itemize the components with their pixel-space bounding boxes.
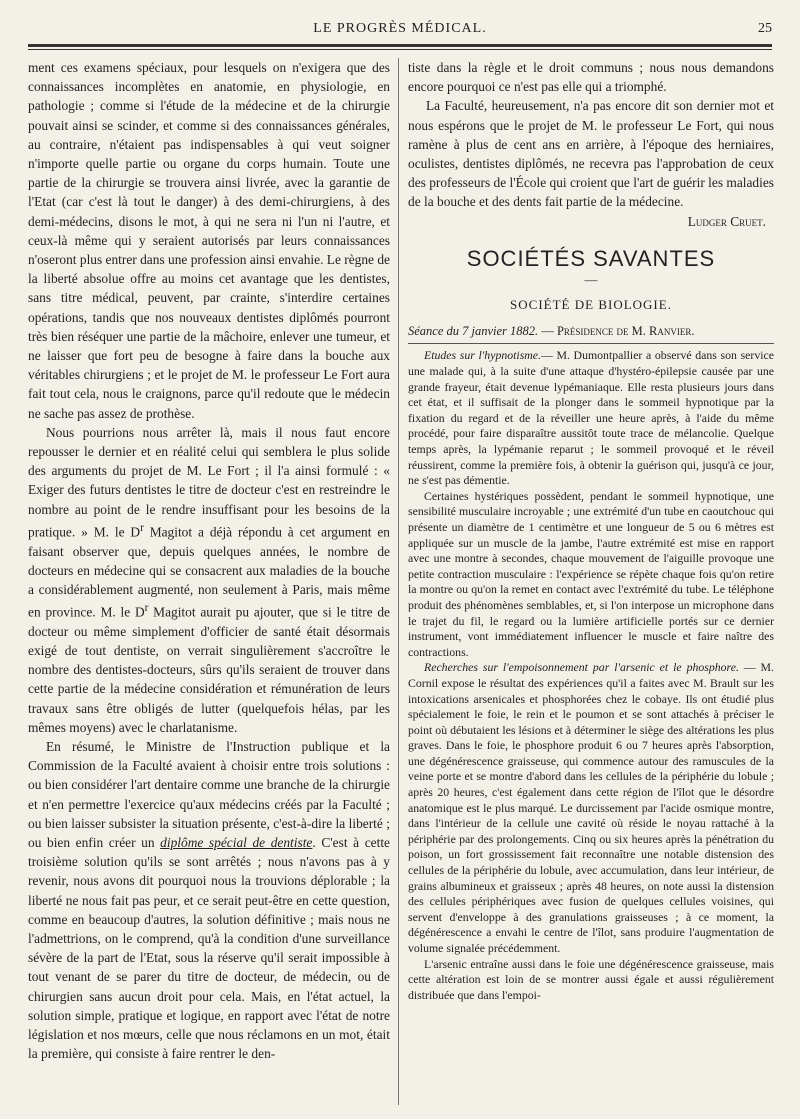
author-signature: Ludger Cruet. bbox=[687, 213, 766, 229]
left-paragraph-2 bbox=[28, 423, 390, 737]
header-rule-thin bbox=[28, 49, 772, 50]
hypnotism-paragraph-2: Certaines hystériques possèdent, pendant le sommeil hypnotique, une sensibilité musculaire incroyable ; une extrémité d'un tube en caoutchouc qui présente un diamètre de 1 centimètre et une longueur de 5 ou 6 mètres est appliquée sur un muscle de la jambe, l'autre extrémité est mise en rapport avec une montre à secondes, chaque mouvement de l'aiguille provoque une petite contraction musculaire : l'expérience se répète chaque fois qu'on retire la montre ou qu'on la remet en contact avec l'extrémité du tube. Le téléphone produit des phénomènes semblables, et, si l'on interpose un microphone dans le trajet du fil, le regard ou la lumière artificielle portés sur ce dernier instrument, vont immédiatement influencer le muscle et faire naître des contractions. bbox=[408, 488, 774, 659]
section-dash: — bbox=[584, 272, 598, 288]
column-divider bbox=[398, 58, 399, 1105]
right-paragraph-1: tiste dans la règle et le droit communs ; nous nous demandons encore pourquoi ce n'est pas elle qui a triomphé. bbox=[408, 60, 774, 95]
left-p2-sup-2: r bbox=[144, 602, 149, 615]
left-p2-text-c: Magitot aurait pu ajouter, que si le titre de docteur ou même simplement d'officier de santé était désormais exigé de tout dentiste, on verrait singulièrement s'accroître le nombre des dentistes-docteurs, sûrs qu'ils seraient de trouver dans cette partie de la médecine considération et rémunération de leurs travaux sans être obligés de lutter (quelquefois hélas, par les mêmes moyens) avec le charlatanisme. bbox=[28, 604, 390, 735]
left-p2-sup-1: r bbox=[140, 521, 144, 534]
hypnotism-title: Etudes sur l'hypnotisme. bbox=[424, 348, 541, 363]
session-line bbox=[408, 322, 774, 340]
page-header bbox=[28, 18, 772, 44]
section-title: SOCIÉTÉS SAVANTES bbox=[466, 245, 716, 271]
session-date: Séance du 7 janvier 1882. bbox=[408, 324, 539, 339]
right-paragraph-2: La Faculté, heureusement, n'a pas encore dit son dernier mot et nous espérons que le projet de M. le professeur Le Fort, qui nous ramène à plus de cent ans en arrière, à l'époque des herniaires, oculistes, dentistes diplômés, ne recevra pas l'approbation de ceux des professeurs de l'École qui croient que l'art de guérir les maladies de la bouche et des dents fait partie de la médecine. bbox=[408, 98, 774, 210]
left-p3-text-b: . C'est à cette troisième solution qu'ils se sont arrêtés ; nous n'avons pas à y revenir, nous avons dit pourquoi nous la trouvions déplorable ; la liberté ne nous fait pas peur, et ce serait peut-être en cette question, comme en beaucoup d'autres, la solution définitive ; mais nous ne l'admettrions, on le comprend, qu'à la condition d'une surveillance sévère de la part de l'Etat, sous la réserve qu'il serait impossible à tout venant de se parer du titre de docteur, de médecin, ou de chirurgien sans aucun droit pour cela. Mais, en l'état actuel, la solution simple, pratique et logique, en rapport avec l'état de notre législation et nos mœurs, celle que nous réclamons en un mot, était la première, qui consiste à faire rentrer le den- bbox=[28, 835, 390, 1062]
hypnotism-paragraph bbox=[408, 348, 774, 488]
arsenic-paragraph-2: L'arsenic entraîne aussi dans le foie une dégénérescence graisseuse, mais cette altération est loin de se montrer aussi égale et aussi régulièrement distribuée que dans l'empoi- bbox=[408, 956, 774, 1002]
left-p3-text-a: En résumé, le Ministre de l'Instruction publique et la Commission de la Faculté avaient à choisir entre trois solutions : ou bien considérer l'art dentaire comme une branche de la chirurgie et n'en permettre l'exercice qu'aux médecins créés par la Faculté ; ou bien laisser subsister la situation présente, c'est-à-dire la liberté ; ou bien enfin créer un bbox=[28, 739, 390, 851]
left-column bbox=[28, 58, 390, 1105]
journal-title: LE PROGRÈS MÉDICAL. bbox=[313, 21, 487, 36]
left-p2-text-b: Magitot a déjà répondu à cet argument en faisant observer que, depuis quelques années, le nombre de docteurs en médecine qui se consacrent aux maladies de la bouche a considérablement augmenté, non seulement à Paris, mais même en province. M. le D bbox=[28, 524, 390, 620]
session-rule bbox=[408, 343, 774, 344]
left-p2-text-a: Nous pourrions nous arrêter là, mais il nous faut encore repousser le dernier et en réalité celui qui semblera le plus solide des arguments du projet de M. Le Fort ; il l'a ainsi formulé : « Exiger des futurs dentistes le titre de docteur c'est en restreindre le nombre au point de le rendre insuffisant pour les besoins de la pratique. » M. le D bbox=[28, 424, 390, 540]
hypnotism-text: — M. Dumontpallier a observé dans son service une malade qui, à la suite d'une attaque d'hystéro-épilepsie causée par une grande frayeur, était devenue lypémaniaque. Elle resta plusieurs jours dans cet état, et il suffisait de la plonger dans le sommeil hypnotique par la fixation du regard et de la réveiller une heure après, à l'aide du même procédé, pour faire disparaître aussitôt toute trace de mélancolie. Quelque temps après, la lypémanie reparut ; le sommeil provoqué et le réveil réussirent, comme la première fois, à obtenir la guérison qui, jusqu'à ce jour, ne s'est pas démentie. bbox=[408, 348, 774, 488]
left-paragraph-1: ment ces examens spéciaux, pour lesquels on n'exigera que des connaissances incomplètes en anatomie, en physiologie, en pathologie ; comme si l'étude de la médecine et de la chirurgie pouvait ainsi se scinder, et comme si des connaissances générales, au contraire, n'étaient pas indispensables à qui veut soigner n'importe quelle partie ou organe du corps humain. Toute une partie de la chirurgie se trouvera ainsi livrée, avec la garantie de l'Etat (car c'est là tout le danger) à des demi-chirurgiens, à des demi-médecins, disons le mot, à qui ne sera ni l'un ni l'autre, et ceux-là même qui y seraient autorisés par leurs connaissances n'oseront plus entrer dans une profession ainsi envahie. Le règne de la liberté absolue offre au moins cet avantage que les dentistes, sans titre médical, peuvent, par crainte, s'interdire certaines opérations, tandis que nos nouveaux dentistes diplômés pourront très bien réséquer une partie de la mâchoire, enlever une tumeur, et ne laisser que fort peu de besogne à faire dans la bouche aux véritables chirurgiens ; et le projet de M. le professeur Le Fort aura fait tout cela, nous le craignons, parce qu'il redoute que le médecin ne sache pas assez de prothèse. bbox=[28, 60, 390, 421]
subsection-title: SOCIÉTÉ DE BIOLOGIE. bbox=[510, 297, 672, 313]
arsenic-title: Recherches sur l'empoisonnement par l'arsenic et le phosphore. bbox=[424, 660, 739, 675]
arsenic-text: — M. Cornil expose le résultat des expériences qu'il a faites avec M. Brault sur les intoxications arsenicales et phosphorées chez le cobaye. Ils ont étudié plus spécialement le foie, le rein et le poumon et se sont attachés à préciser le point où débutaient les lésions et à déterminer le siège des altérations les plus graves. Dans le foie, le phosphore produit 6 ou 7 heures après l'absorption, une dégénérescence graisseuse, qui commence autour des ramuscules de la veine porte et se montre d'abord dans les cellules de la périphérie du lobule ; après 20 heures, c'est également dans cette région de l'îlot que le désordre anatomique est le plus marqué. Le durcissement par l'acide osmique montre, dans l'intérieur de la cellule une cavité où réside le noyau rattaché à la périphérie par des prolongements. Cinq ou six heures après la pénétration du poison, un fort grossissement fait reconnaître une notable distension des cellules de la périphérie du lobule, avec accumulation, dans leur intérieur, de grains albumineux et graisseux ; après 48 heures, on note aussi la distension des cellules périphériques avec fusion de quelques cellules voisines, qui servent d'enveloppe à des granulations graisseuses ; à ce moment, la dégénérescence a envahi le centre de l'îlot, sans produire l'augmentation de volume signalée précédemment. bbox=[408, 660, 774, 955]
right-column bbox=[408, 58, 774, 1105]
left-p3-emphasis: diplôme spécial de dentiste bbox=[160, 835, 313, 851]
page-number: 25 bbox=[758, 21, 772, 36]
left-paragraph-3 bbox=[28, 737, 390, 1063]
arsenic-paragraph bbox=[408, 660, 774, 956]
header-rule-thick bbox=[28, 44, 772, 47]
session-president: — Présidence de M. Ranvier. bbox=[538, 324, 695, 339]
report-body bbox=[408, 348, 774, 1003]
